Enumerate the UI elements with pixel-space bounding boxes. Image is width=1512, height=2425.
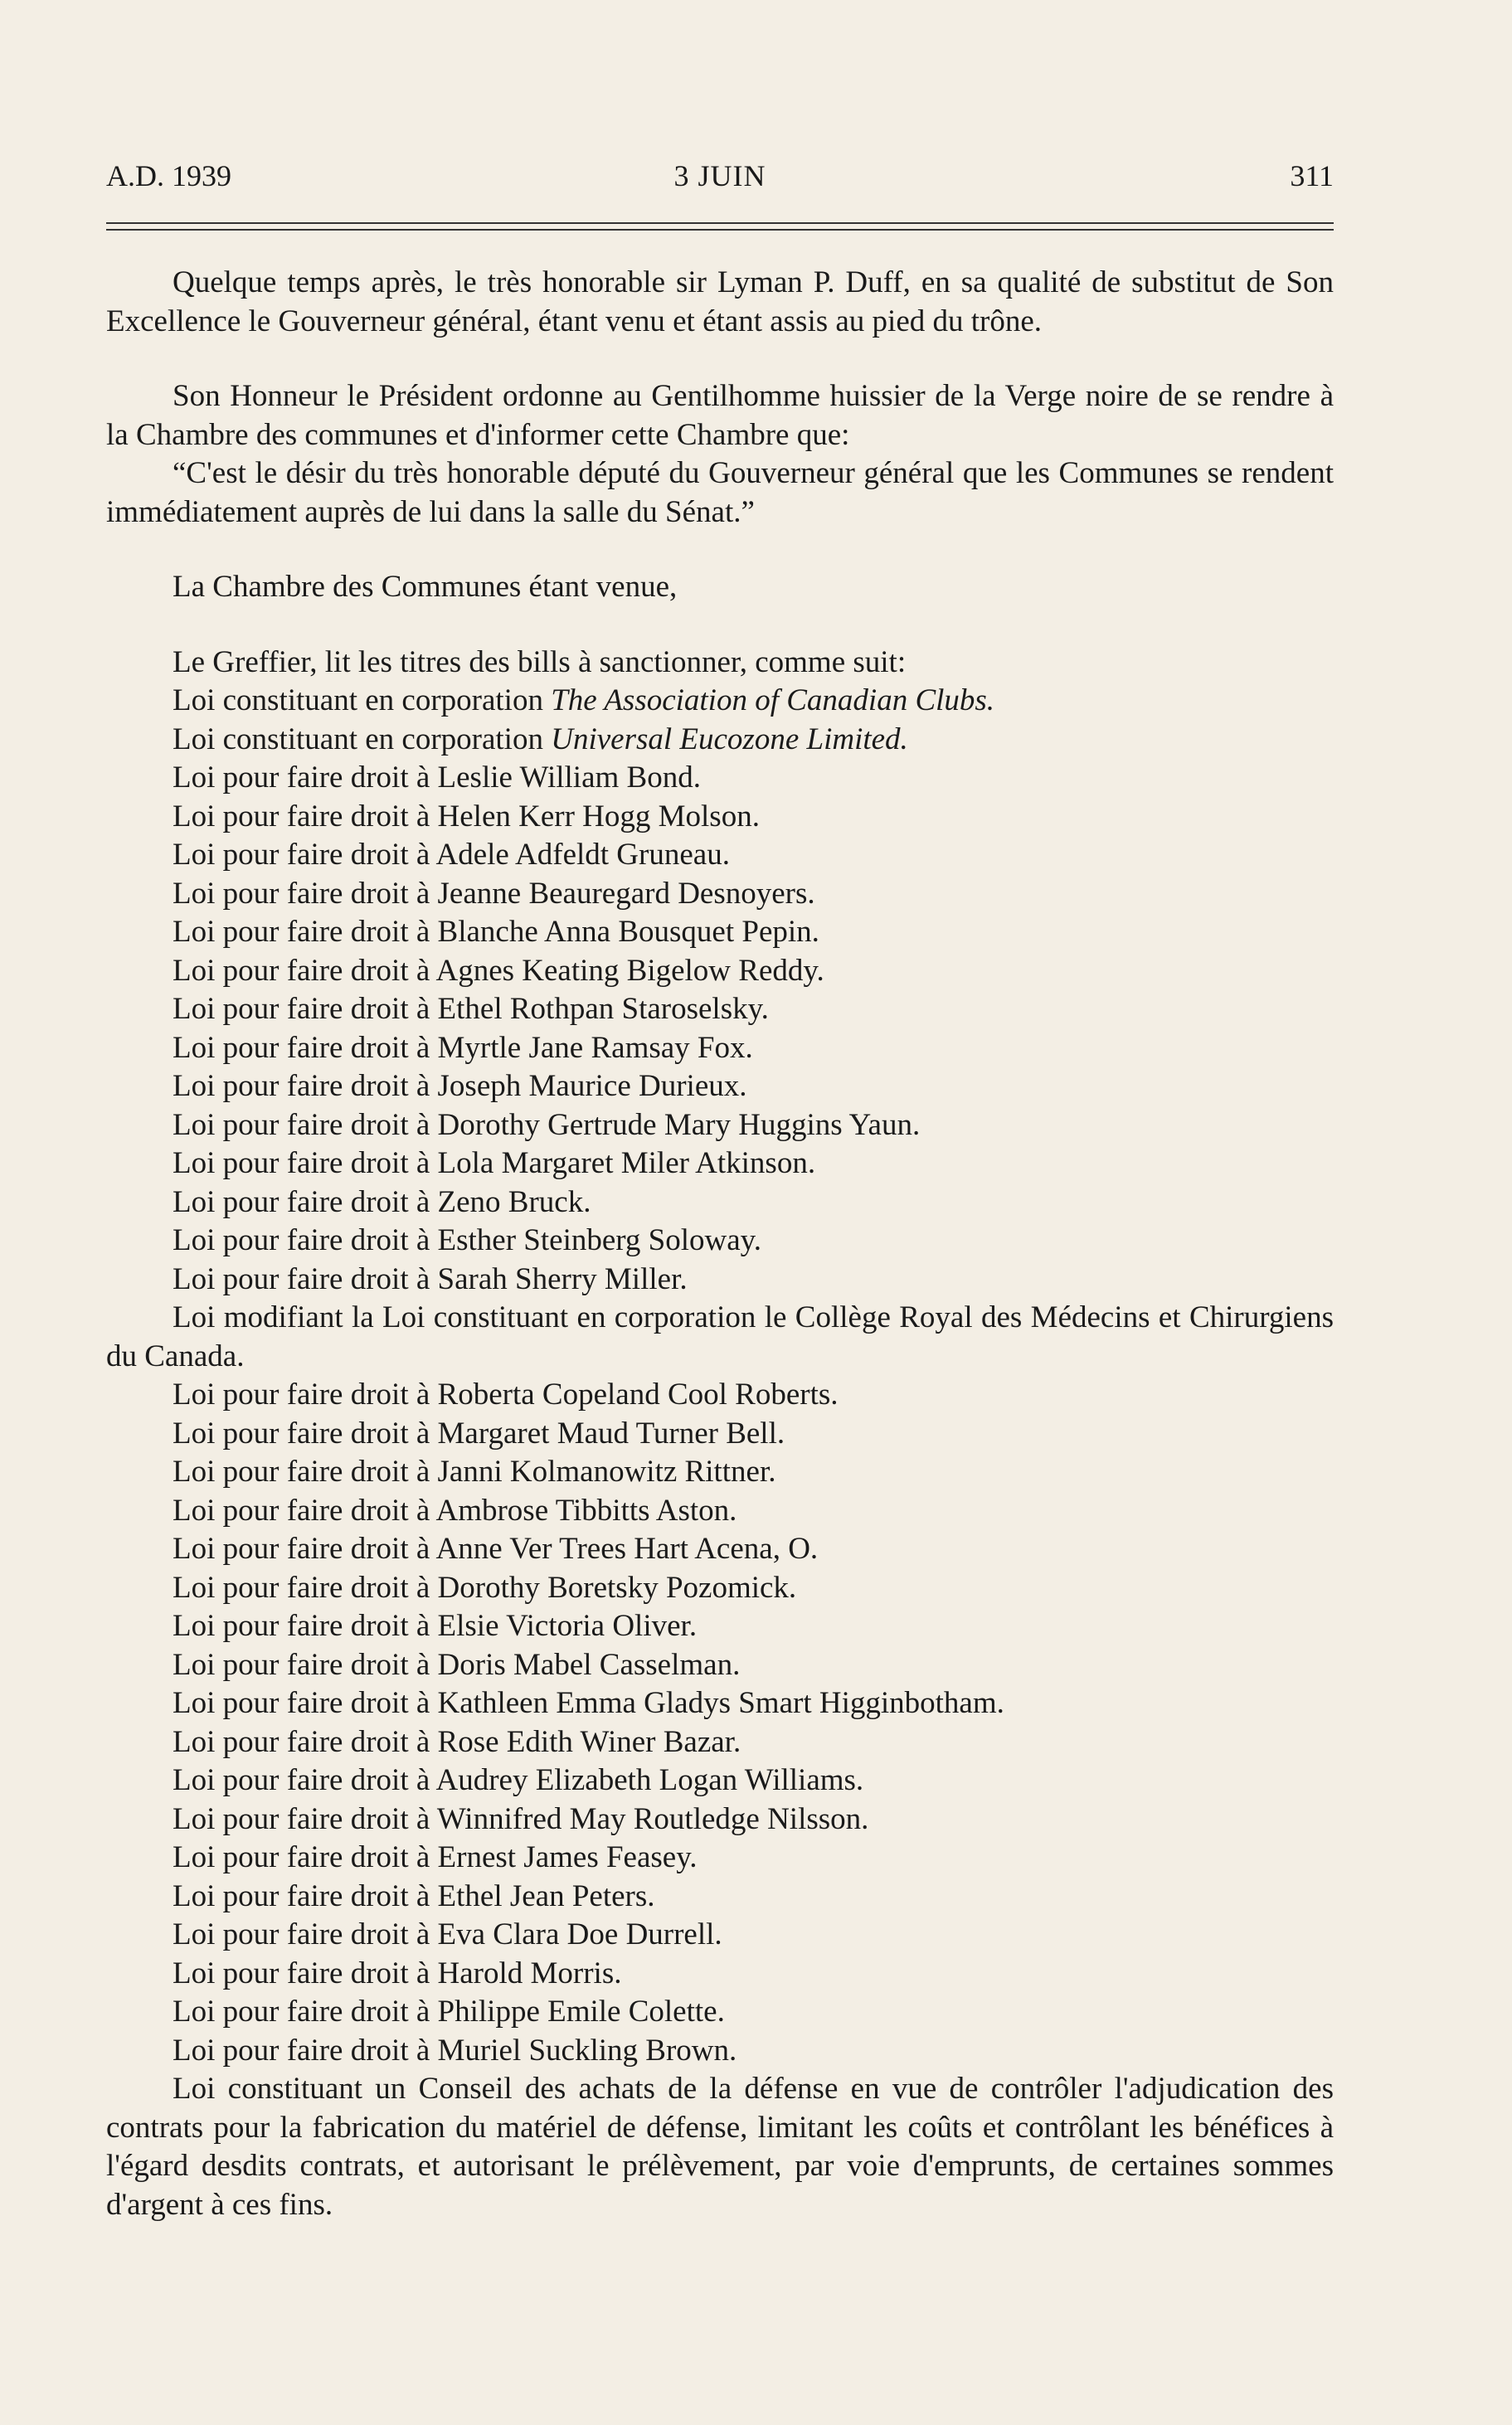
bill-item: Loi pour faire droit à Lola Margaret Miler Atkinson. xyxy=(173,1146,816,1180)
quotation-paragraph: “C'est le désir du très honorable député du Gouverneur général que les Communes se rendent immédiatement auprès de lui dans la salle du Sénat.” xyxy=(106,456,1334,529)
bill-item xyxy=(106,721,1334,760)
bill-item: Loi pour faire droit à Joseph Maurice Durieux. xyxy=(173,1069,747,1103)
bill-item: Loi pour faire droit à Leslie William Bond. xyxy=(173,761,701,795)
clerk-reads: Le Greffier, lit les titres des bills à sanctionner, comme suit: xyxy=(173,644,907,679)
bill-item: Loi pour faire droit à Philippe Emile Colette. xyxy=(173,1995,725,2029)
bill-item: Loi pour faire droit à Ethel Jean Peters. xyxy=(173,1878,655,1913)
bill-list xyxy=(106,682,1334,2224)
bill-item: Loi pour faire droit à Ambrose Tibbitts Aston. xyxy=(173,1493,737,1528)
bill-item: Loi pour faire droit à Roberta Copeland Cool Roberts. xyxy=(173,1378,839,1412)
bill-item: Loi pour faire droit à Audrey Elizabeth Logan Williams. xyxy=(173,1763,864,1797)
bill-item: Loi pour faire droit à Rose Edith Winer Bazar. xyxy=(173,1724,741,1759)
bill-item: Loi pour faire droit à Agnes Keating Bigelow Reddy. xyxy=(173,953,824,988)
bill-item: Loi pour faire droit à Kathleen Emma Gladys Smart Higginbotham. xyxy=(173,1686,1004,1720)
bill-item: Loi pour faire droit à Adele Adfeldt Gruneau. xyxy=(173,838,730,872)
bill-item: Loi pour faire droit à Ernest James Feasey. xyxy=(173,1840,698,1874)
bill-item: Loi pour faire droit à Janni Kolmanowitz Rittner. xyxy=(173,1455,776,1489)
opening-paragraph: Quelque temps après, le très honorable sir Lyman P. Duff, en sa qualité de substitut de Son Excellence le Gouverneur général, étant venu et étant assis au pied du trône. xyxy=(106,265,1334,338)
header-year: A.D. 1939 xyxy=(106,159,231,192)
header-date: 3 JUIN xyxy=(673,159,766,192)
bill-item: Loi pour faire droit à Muriel Suckling Brown. xyxy=(173,2033,737,2068)
bill-item: Loi pour faire droit à Blanche Anna Bousquet Pepin. xyxy=(173,915,819,949)
bill-item: Loi pour faire droit à Myrtle Jane Ramsay Fox. xyxy=(173,1030,753,1065)
bill-item: Loi pour faire droit à Helen Kerr Hogg Molson. xyxy=(173,799,760,833)
bill-item: Loi pour faire droit à Winnifred May Routledge Nilsson. xyxy=(173,1801,869,1836)
bill-item: Loi pour faire droit à Jeanne Beauregard Desnoyers. xyxy=(173,876,815,911)
bill-item: Loi pour faire droit à Dorothy Boretsky Pozomick. xyxy=(173,1570,797,1605)
bill-item: Loi pour faire droit à Eva Clara Doe Durrell. xyxy=(173,1917,722,1951)
corporation-name: Universal Eucozone Limited. xyxy=(551,722,908,756)
page-body xyxy=(106,264,1334,2224)
bill-prefix: Loi constituant en corporation xyxy=(173,683,552,717)
commons-arrived: La Chambre des Communes étant venue, xyxy=(173,570,678,604)
bill-item: Loi pour faire droit à Zeno Bruck. xyxy=(173,1184,591,1219)
bill-item xyxy=(106,682,1334,721)
bill-item: Loi pour faire droit à Elsie Victoria Oliver. xyxy=(173,1609,698,1643)
bill-item-college: Loi modifiant la Loi constituant en corporation le Collège Royal des Médecins et Chirurgiens du Canada. xyxy=(106,1300,1334,1373)
header-rule-top xyxy=(106,222,1334,224)
bill-item: Loi pour faire droit à Margaret Maud Turner Bell. xyxy=(173,1416,785,1451)
order-paragraph: Son Honneur le Président ordonne au Gentilhomme huissier de la Verge noire de se rendre à la Chambre des communes et d'informer cette Chambre que: xyxy=(106,379,1334,452)
bill-prefix: Loi constituant en corporation xyxy=(173,722,552,756)
bill-item: Loi pour faire droit à Ethel Rothpan Staroselsky. xyxy=(173,992,769,1026)
bill-item: Loi pour faire droit à Harold Morris. xyxy=(173,1956,622,1990)
bill-item: Loi pour faire droit à Esther Steinberg Soloway. xyxy=(173,1223,762,1257)
bill-item: Loi pour faire droit à Anne Ver Trees Hart Acena, O. xyxy=(173,1532,819,1566)
bill-item: Loi pour faire droit à Doris Mabel Casselman. xyxy=(173,1647,741,1682)
header-rule-bottom xyxy=(106,229,1334,231)
bill-item: Loi pour faire droit à Sarah Sherry Miller. xyxy=(173,1261,688,1296)
page-number: 311 xyxy=(1290,159,1334,192)
bill-item: Loi pour faire droit à Dorothy Gertrude Mary Huggins Yaun. xyxy=(173,1107,921,1142)
bill-item-defence: Loi constituant un Conseil des achats de la défense en vue de contrôler l'adjudication des contrats pour la fabrication du matériel de défense, limitant les coûts et contrôlant les bénéfices à l'égard desdits contrats, et autorisant le prélèvement, par voie d'emprunts, de certaines sommes d'argent à ces fins. xyxy=(106,2072,1334,2222)
corporation-name: The Association of Canadian Clubs. xyxy=(551,683,995,717)
